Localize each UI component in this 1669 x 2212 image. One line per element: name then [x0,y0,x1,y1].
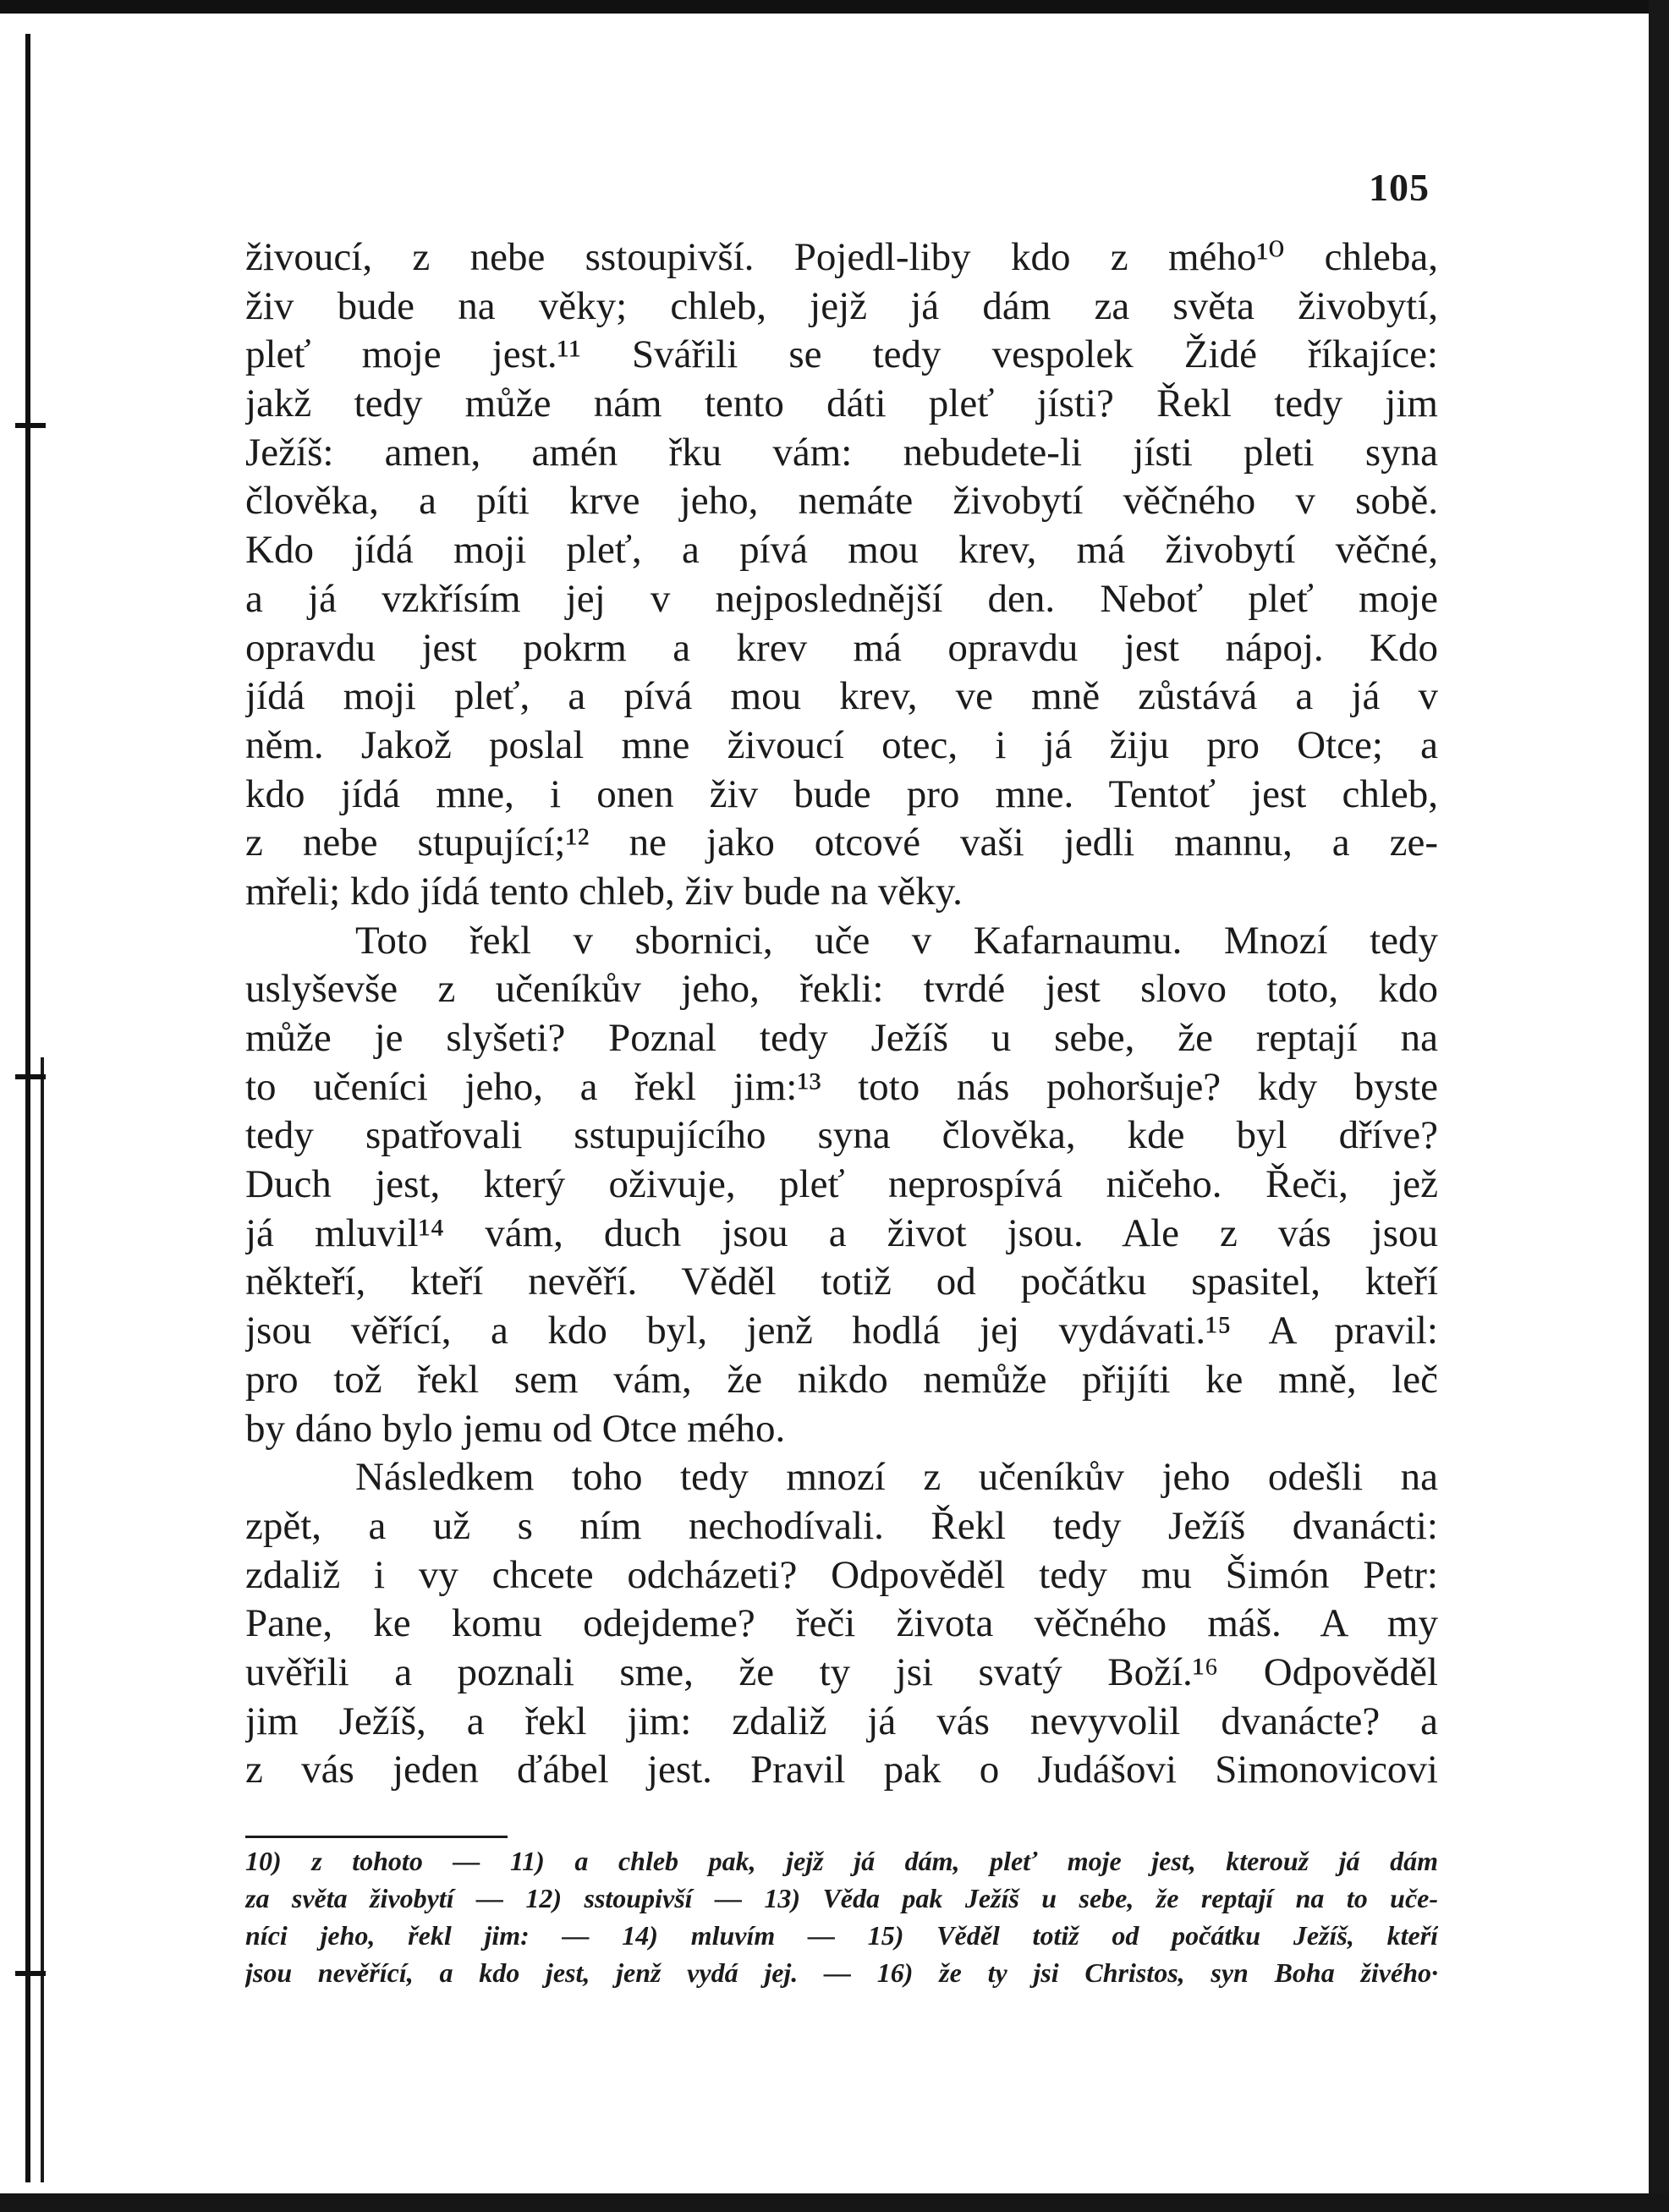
text-line: a já vzkřísím jej v nejposlednější den. Neboť pleť moje [245,576,1438,621]
text-line: zdaliž i vy chcete odcházeti? Odpověděl tedy mu Šimón Petr: [245,1552,1438,1597]
text-line: Duch jest, který oživuje, pleť neprospívá ničeho. Řeči, jež [245,1162,1438,1207]
footnotes [245,1842,1438,1991]
text-line: Ježíš: amen, amén řku vám: nebudete-li jísti pleti syna [245,430,1438,475]
text-line: Pane, ke komu odejdeme? řeči života věčného máš. A my [245,1601,1438,1646]
text-line: já mluvil¹⁴ vám, duch jsou a život jsou. Ale z vás jsou [245,1210,1438,1255]
text-line: může je slyšeti? Poznal tedy Ježíš u sebe, že reptají na [245,1016,1438,1060]
text-line: Kdo jídá moji pleť, a pívá mou krev, má živobytí věčné, [245,528,1438,573]
text-line: to učeníci jeho, a řekl jim:¹³ toto nás pohoršuje? kdy byste [245,1064,1438,1109]
scan-edge-top [0,0,1669,14]
text-line: kdo jídá mne, i onen živ bude pro mne. Tentoť jest chleb, [245,771,1438,816]
text-line: z vás jeden ďábel jest. Pravil pak o Judášovi Simonovicovi [245,1748,1438,1792]
text-line: jídá moji pleť, a pívá mou krev, ve mně zůstává a já v [245,674,1438,719]
binding-edge-line [25,34,30,2182]
text-line: opravdu jest pokrm a krev má opravdu jest nápoj. Kdo [245,625,1438,670]
text-line: uvěřili a poznali sme, že ty jsi svatý Boží.¹⁶ Odpověděl [245,1649,1438,1694]
scan-edge-bottom [0,2193,1669,2212]
text-line: pleť moje jest.¹¹ Svářili se tedy vespolek Židé říkajíce: [245,332,1438,377]
text-line: člověka, a píti krve jeho, nemáte živobytí věčného v sobě. [245,479,1438,524]
footnote-line: 10) z tohoto — 11) a chleb pak, jejž já dám, pleť moje jest, kterouž já dám [245,1846,1438,1876]
text-line: by dáno bylo jemu od Otce mého. [245,1406,786,1451]
text-line: živ bude na věky; chleb, jejž já dám za světa živobytí, [245,283,1438,328]
binding-mark [15,1971,46,1976]
footnote-line: za světa živobytí — 12) sstoupivší — 13) Věda pak Ježíš u sebe, že reptají na to uče- [245,1883,1438,1913]
text-line: jsou věřící, a kdo byl, jenž hodlá jej vydávati.¹⁵ A pravil: [245,1309,1438,1353]
text-line: Toto řekl v sbornici, uče v Kafarnaumu. Mnozí tedy [355,918,1438,963]
footnote-line: jsou nevěřící, a kdo jest, jenž vydá jej. — 16) že ty jsi Christos, syn Boha živého· [245,1957,1438,1988]
binding-edge-line-inner [41,1057,44,2182]
text-line: tedy spatřovali sstupujícího syna člověka, kde byl dříve? [245,1113,1438,1158]
body-text [245,233,1438,1795]
scan-edge-right [1649,0,1669,2212]
text-line: jim Ježíš, a řekl jim: zdaliž já vás nevyvolil dvanácte? a [245,1699,1438,1743]
page-number: 105 [1369,166,1430,209]
text-line: mřeli; kdo jídá tento chleb, živ bude na věky. [245,869,963,914]
binding-mark [15,1074,46,1079]
text-line: Následkem toho tedy mnozí z učeníkův jeho odešli na [355,1455,1438,1500]
text-line: někteří, kteří nevěří. Věděl totiž od počátku spasitel, kteří [245,1260,1438,1304]
text-line: uslyševše z učeníkův jeho, řekli: tvrdé jest slovo toto, kdo [245,967,1438,1012]
text-line: zpět, a už s ním nechodívali. Řekl tedy Ježíš dvanácti: [245,1503,1438,1548]
binding-mark [15,423,46,428]
text-line: něm. Jakož poslal mne živoucí otec, i já žiju pro Otce; a [245,722,1438,767]
text-line: živoucí, z nebe sstoupivší. Pojedl-liby kdo z mého¹⁰ chleba, [245,235,1438,279]
text-line: jakž tedy může nám tento dáti pleť jísti? Řekl tedy jim [245,381,1438,426]
footnote-rule [245,1836,508,1838]
text-line: pro tož řekl sem vám, že nikdo nemůže přijíti ke mně, leč [245,1357,1438,1402]
text-line: z nebe stupující;¹² ne jako otcové vaši jedli mannu, a ze- [245,821,1438,865]
footnote-line: níci jeho, řekl jim: — 14) mluvím — 15) Věděl totiž od počátku Ježíš, kteří [245,1920,1438,1951]
